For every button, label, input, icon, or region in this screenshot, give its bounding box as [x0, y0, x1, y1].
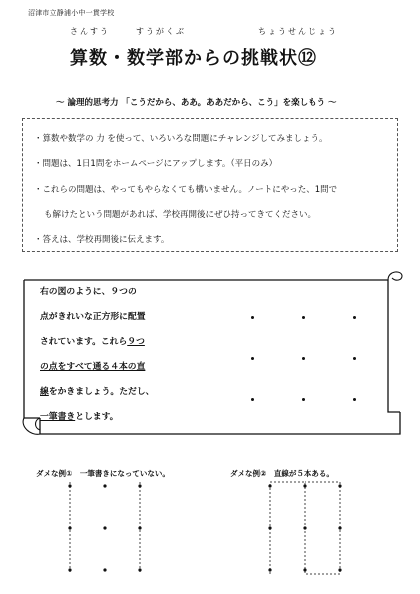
problem-text-underlined: の点をすべて通る４本の直: [40, 362, 146, 372]
grid-dot: [302, 316, 305, 319]
page-subtitle: ～ 論理的思考力 「こうだから、ああ。ああだから、こう」を楽しもう ～: [56, 98, 337, 108]
page-title: 算数・数学部からの挑戦状⑫: [70, 48, 317, 69]
problem-text-underlined: 一筆書き: [40, 412, 76, 422]
title-ruby-sansu: さんすう: [70, 27, 110, 36]
bad-example-2-figure: [250, 478, 360, 578]
problem-text-line: [40, 384, 154, 397]
problem-text-line: 点がきれいな正方形に配置: [40, 312, 146, 322]
problem-text-line: [40, 334, 145, 347]
problem-text: とします。: [75, 412, 119, 422]
grid-dot: [251, 357, 254, 360]
grid-dot: [353, 398, 356, 401]
bad-example-2-label: ダメな例② 直線が５本ある。: [230, 469, 334, 478]
grid-dot: [251, 316, 254, 319]
grid-dot: [251, 398, 254, 401]
rule-item: ・答えは、学校再開後に伝えます。: [34, 235, 170, 245]
grid-dot: [353, 357, 356, 360]
title-ruby-sugakubu: すうがくぶ: [136, 27, 186, 36]
bad-example-1-label: ダメな例① 一筆書きになっていない。: [36, 469, 170, 478]
problem-text-line: [40, 409, 118, 422]
rule-item: ・これらの問題は、やってもやらなくても構いません。ノートにやった、1問で: [34, 185, 338, 195]
grid-dot: [302, 357, 305, 360]
problem-text-underlined: 線: [40, 387, 49, 397]
bad-example-1-figure: [50, 478, 160, 578]
problem-text: をかきましょう。ただし、: [48, 387, 155, 397]
title-ruby-chosenjo: ちょうせんじょう: [258, 27, 338, 36]
rule-item: ・算数や数学の 力 を使って、いろいろな問題にチャレンジしてみましょう。: [34, 134, 328, 144]
rule-item: も解けたという問題があれば、学校再開後にぜひ持ってきてください。: [44, 210, 317, 220]
grid-dot: [302, 398, 305, 401]
school-name: 沼津市立静浦小中一貫学校: [28, 9, 115, 17]
rule-item: ・問題は、1日1問をホームページにアップします。（平日のみ）: [34, 159, 278, 169]
problem-text-line: [40, 359, 145, 372]
grid-dot: [353, 316, 356, 319]
problem-text: されています。これら: [40, 337, 128, 347]
problem-text-underlined: ９つ: [127, 337, 145, 347]
problem-text-line: 右の図のように、９つの: [40, 287, 137, 297]
